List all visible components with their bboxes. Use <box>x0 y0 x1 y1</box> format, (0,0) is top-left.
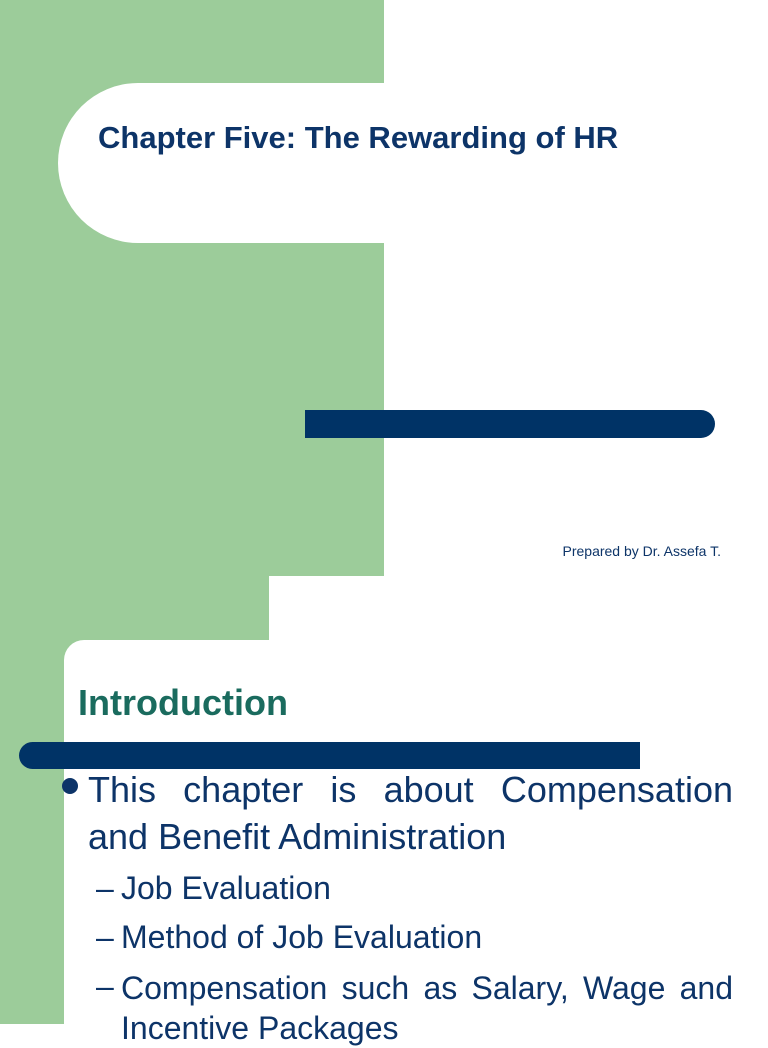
slide1-white-area <box>384 0 768 576</box>
slide1-title-pill <box>58 83 384 243</box>
slide2-title: Introduction <box>78 682 288 723</box>
slide1-title: Chapter Five: The Rewarding of HR <box>98 120 619 155</box>
bullet-dot-icon <box>62 778 78 794</box>
dash-icon: – <box>96 968 114 1004</box>
slide1-accent-bar <box>305 410 715 438</box>
slide1-author: Prepared by Dr. Assefa T. <box>562 543 721 559</box>
sub-item-text: Method of Job Evaluation <box>121 919 483 955</box>
slide2-accent-bar <box>19 742 640 769</box>
dash-icon: – <box>96 870 114 906</box>
sub-item-text: Compensation such as Salary, Wage and Incentive Packages <box>121 970 733 1046</box>
sub-item-text: Job Evaluation <box>121 870 331 906</box>
dash-icon: – <box>96 919 114 955</box>
bullet-text: This chapter is about Compensation and Benefit Administration <box>88 769 733 857</box>
